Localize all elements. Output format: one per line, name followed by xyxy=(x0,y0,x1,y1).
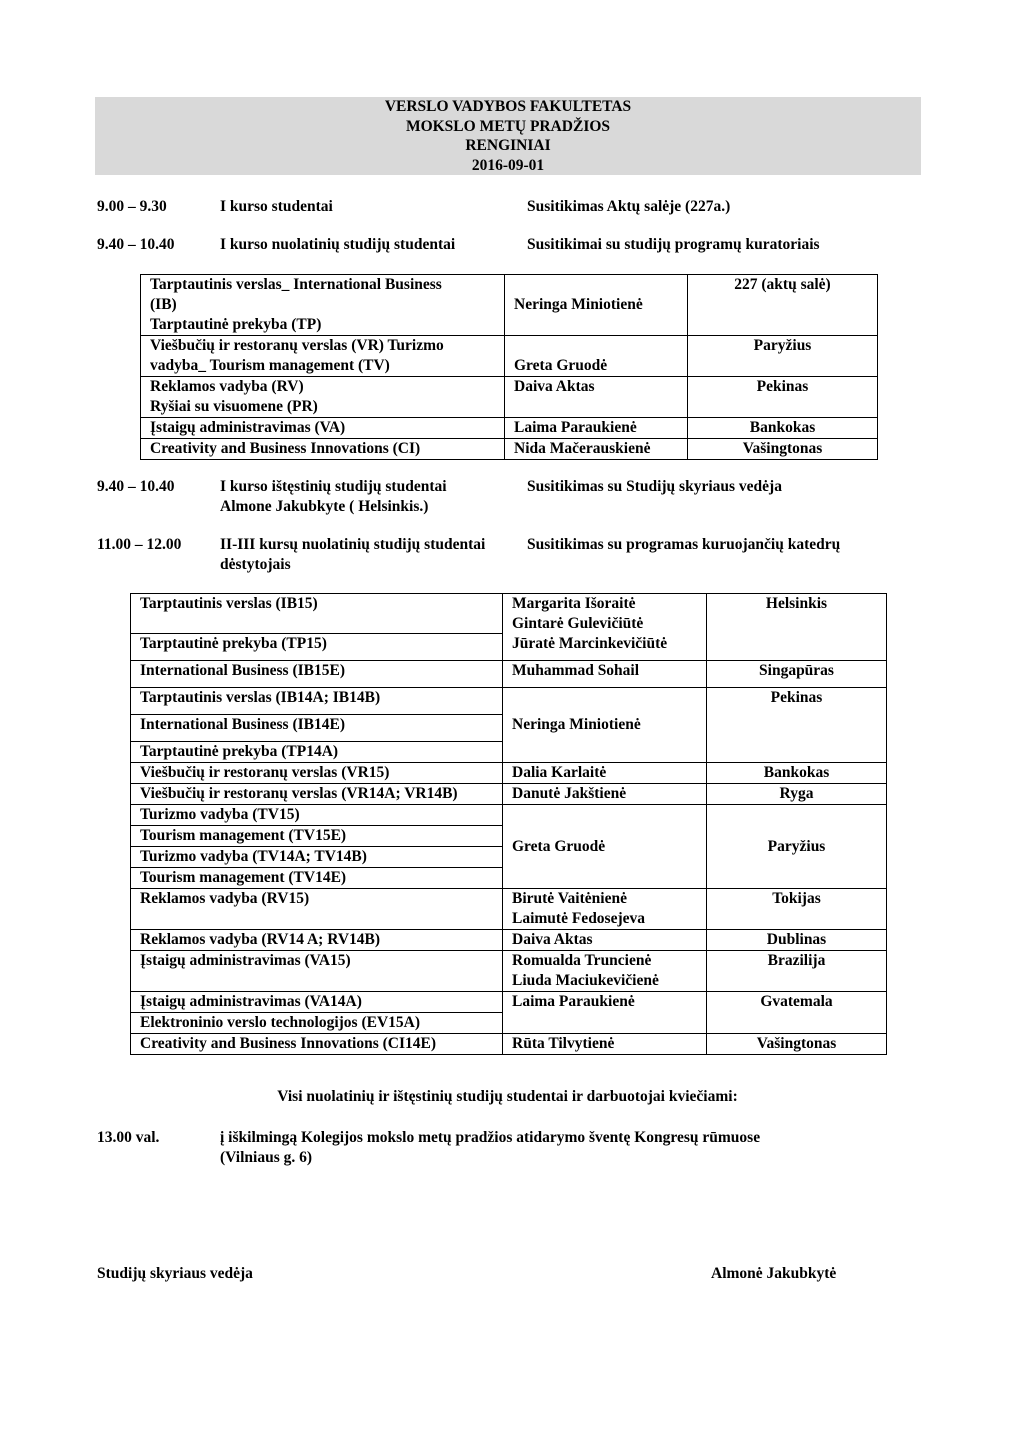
room-cell: Bankokas xyxy=(688,418,878,439)
room-cell: Dublinas xyxy=(707,930,887,951)
schedule-row xyxy=(97,535,917,575)
program-cell: Tarptautinė prekyba (TP14A) xyxy=(131,742,503,763)
closing-event-description: į iškilmingą Kolegijos mokslo metų pradžios atidarymo šventę Kongresų rūmuose (Vilniaus g. 6) xyxy=(220,1129,761,1166)
closing-event xyxy=(97,1128,917,1168)
program-cell: International Business (IB15E) xyxy=(131,661,503,688)
program-cell: Viešbučių ir restoranų verslas (VR14A; VR14B) xyxy=(131,784,503,805)
schedule-audience: II-III kursų nuolatinių studijų studentai dėstytojais xyxy=(220,536,486,573)
table-row xyxy=(131,784,887,805)
schedule-description: Susitikimas su Studijų skyriaus vedėja xyxy=(527,478,782,495)
room-cell: Brazilija xyxy=(707,951,887,992)
events-label: RENGINIAI xyxy=(465,137,551,154)
program-cell: Reklamos vadyba (RV) Ryšiai su visuomene (PR) xyxy=(141,377,505,418)
program-cell: Tourism management (TV15E) xyxy=(131,826,503,847)
curator-cell: Neringa Miniotienė xyxy=(503,688,707,763)
curator-cell: Greta Gruodė xyxy=(505,336,688,377)
table-row xyxy=(131,688,887,715)
table-row xyxy=(131,930,887,951)
table-row xyxy=(141,439,878,460)
room-cell: Vašingtonas xyxy=(707,1034,887,1055)
invitation-heading: Visi nuolatinių ir ištęstinių studijų studentai ir darbuotojai kviečiami: xyxy=(277,1088,738,1105)
table-row xyxy=(131,951,887,992)
program-cell: Tarptautinis verslas (IB14A; IB14B) xyxy=(131,688,503,715)
table-row xyxy=(131,805,887,826)
room-cell: Vašingtonas xyxy=(688,439,878,460)
schedule-description: Susitikimai su studijų programų kuratoriais xyxy=(527,236,820,253)
closing-event-time: 13.00 val. xyxy=(97,1129,160,1146)
curator-cell: Greta Gruodė xyxy=(503,805,707,889)
schedule-audience: I kurso ištęstinių studijų studentai Almone Jakubkyte ( Helsinkis.) xyxy=(220,478,447,515)
curator-cell: Daiva Aktas xyxy=(505,377,688,418)
curator-cell: Laima Paraukienė xyxy=(505,418,688,439)
program-cell: Viešbučių ir restoranų verslas (VR) Turizmo vadyba_ Tourism management (TV) xyxy=(141,336,505,377)
curators-table-senior-years xyxy=(130,593,887,1055)
schedule-description: Susitikimas Aktų salėje (227a.) xyxy=(527,198,731,215)
table-row xyxy=(141,377,878,418)
curator-cell: Romualda Truncienė Liuda Maciukevičienė xyxy=(503,951,707,992)
program-cell: Creativity and Business Innovations (CI14E) xyxy=(131,1034,503,1055)
curator-cell: Laima Paraukienė xyxy=(503,992,707,1034)
program-cell: Turizmo vadyba (TV15) xyxy=(131,805,503,826)
room-cell: Ryga xyxy=(707,784,887,805)
program-cell: Creativity and Business Innovations (CI) xyxy=(141,439,505,460)
document-header xyxy=(95,97,921,175)
table-row xyxy=(141,418,878,439)
room-cell: Helsinkis xyxy=(707,594,887,661)
curators-table-first-year xyxy=(140,274,878,460)
program-cell: Turizmo vadyba (TV14A; TV14B) xyxy=(131,847,503,868)
program-cell: Įstaigų administravimas (VA15) xyxy=(131,951,503,992)
table-row xyxy=(141,275,878,336)
schedule-time: 11.00 – 12.00 xyxy=(97,536,182,553)
curator-cell: Neringa Miniotienė xyxy=(505,275,688,336)
program-cell: Tarptautinė prekyba (TP15) xyxy=(131,634,503,661)
table-row xyxy=(131,992,887,1013)
program-cell: Reklamos vadyba (RV15) xyxy=(131,889,503,930)
room-cell: Paryžius xyxy=(707,805,887,889)
program-cell: Įstaigų administravimas (VA14A) xyxy=(131,992,503,1013)
curator-cell: Daiva Aktas xyxy=(503,930,707,951)
room-cell: Singapūras xyxy=(707,661,887,688)
curator-cell: Danutė Jakštienė xyxy=(503,784,707,805)
faculty-title: VERSLO VADYBOS FAKULTETAS xyxy=(384,98,632,115)
table-row xyxy=(141,336,878,377)
schedule-audience: I kurso nuolatinių studijų studentai xyxy=(220,236,456,253)
program-cell: Tourism management (TV14E) xyxy=(131,868,503,889)
schedule-audience: I kurso studentai xyxy=(220,198,333,215)
program-cell: Elektroninio verslo technologijos (EV15A) xyxy=(131,1013,503,1034)
program-cell: Tarptautinis verslas_ International Business (IB) Tarptautinė prekyba (TP) xyxy=(141,275,505,336)
curator-cell: Muhammad Sohail xyxy=(503,661,707,688)
room-cell: Pekinas xyxy=(707,688,887,763)
table-row xyxy=(131,594,887,634)
room-cell: 227 (aktų salė) xyxy=(688,275,878,336)
table-row xyxy=(131,763,887,784)
room-cell: Paryžius xyxy=(688,336,878,377)
room-cell: Tokijas xyxy=(707,889,887,930)
curator-cell: Dalia Karlaitė xyxy=(503,763,707,784)
schedule-row xyxy=(97,477,917,517)
schedule-time: 9.00 – 9.30 xyxy=(97,198,167,215)
schedule-description: Susitikimas su programas kuruojančių katedrų xyxy=(527,536,841,553)
schedule-time: 9.40 – 10.40 xyxy=(97,478,175,495)
schedule-time: 9.40 – 10.40 xyxy=(97,236,175,253)
curator-cell: Rūta Tilvytienė xyxy=(503,1034,707,1055)
program-cell: Įstaigų administravimas (VA) xyxy=(141,418,505,439)
event-subtitle: MOKSLO METŲ PRADŽIOS xyxy=(405,117,611,135)
program-cell: Viešbučių ir restoranų verslas (VR15) xyxy=(131,763,503,784)
signature-role: Studijų skyriaus vedėja xyxy=(97,1265,253,1282)
curator-cell: Margarita Išoraitė Gintarė Gulevičiūtė Jūratė Marcinkevičiūtė xyxy=(503,594,707,661)
event-date: 2016-09-01 xyxy=(471,156,545,174)
room-cell: Pekinas xyxy=(688,377,878,418)
table-row xyxy=(131,889,887,930)
program-cell: Tarptautinis verslas (IB15) xyxy=(131,594,503,634)
table-row xyxy=(131,1034,887,1055)
room-cell: Gvatemala xyxy=(707,992,887,1034)
signature-name: Almonė Jakubkytė xyxy=(711,1265,837,1282)
curator-cell: Nida Mačerauskienė xyxy=(505,439,688,460)
program-cell: International Business (IB14E) xyxy=(131,715,503,742)
table-row xyxy=(131,661,887,688)
curator-cell: Birutė Vaitėnienė Laimutė Fedosejeva xyxy=(503,889,707,930)
program-cell: Reklamos vadyba (RV14 A; RV14B) xyxy=(131,930,503,951)
room-cell: Bankokas xyxy=(707,763,887,784)
